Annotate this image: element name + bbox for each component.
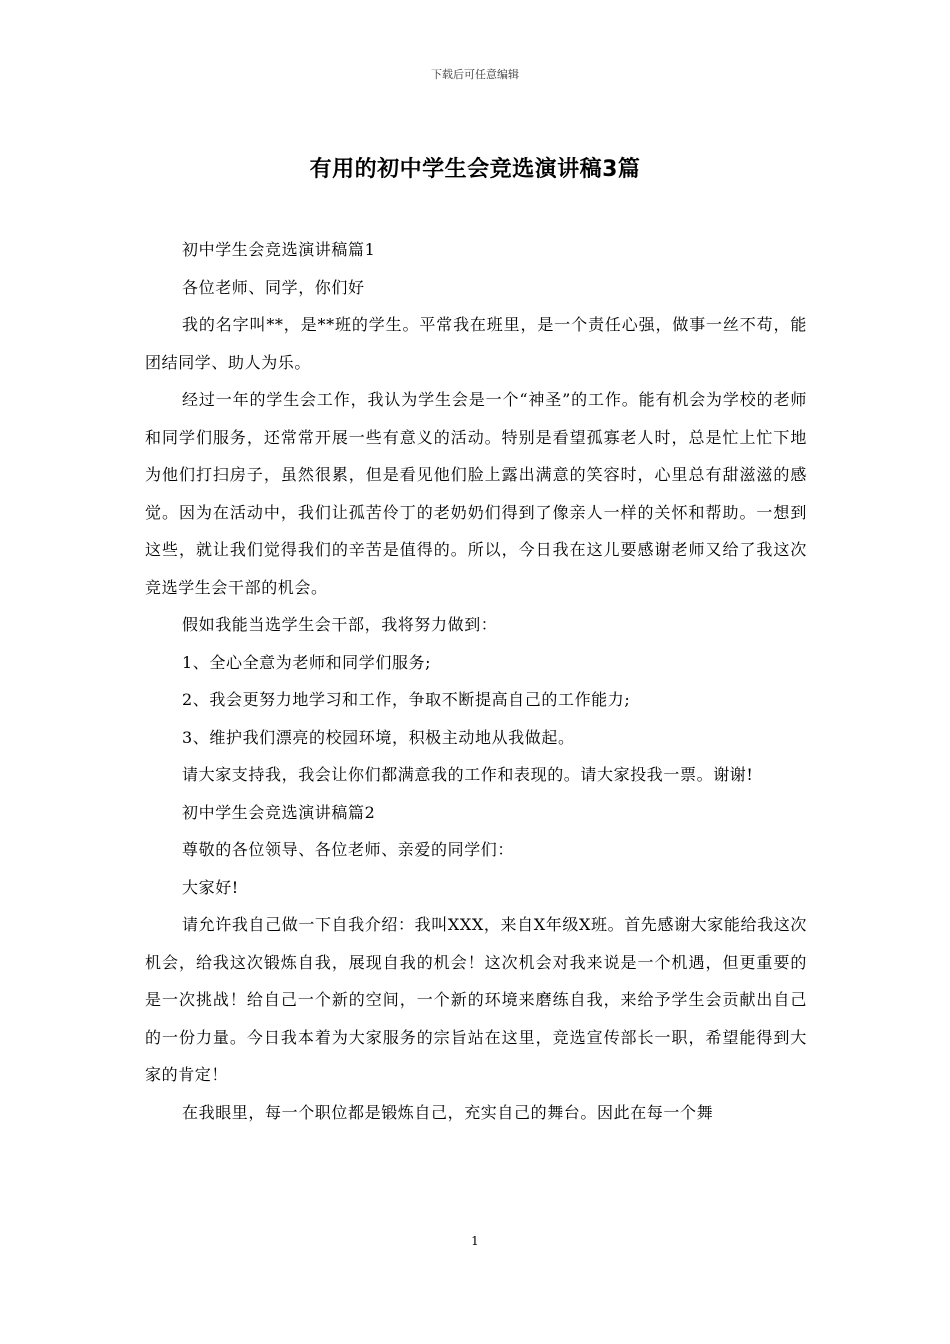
paragraph: 尊敬的各位领导、各位老师、亲爱的同学们：: [182, 840, 515, 859]
header-note: 下载后可任意编辑: [431, 68, 519, 81]
paragraph: 请允许我自己做一下自我介绍：我叫XXX，来自X年级X班。首先感谢大家能给我这次机会，给我这次锻炼自我，展现自我的机会！这次机会对我来说是一个机遇，但更重要的是一次挑战！给自己一个新的空间，一个新的环境来磨练自我，来给予学生会贡献出自己的一份力量。今日我本着为大家服务的宗旨站在这里，竞选宣传部长一职，希望能得到大家的肯定！: [145, 915, 807, 1084]
paragraph: 各位老师、同学，你们好: [182, 277, 365, 297]
list-item: 3、维护我们漂亮的校园环境，积极主动地从我做起。: [182, 727, 575, 747]
section-heading-1: 初中学生会竞选演讲稿篇1: [182, 240, 376, 259]
list-item: 1、全心全意为老师和同学们服务;: [182, 652, 432, 672]
list-item: 2、我会更努力地学习和工作，争取不断提高自己的工作能力;: [182, 690, 631, 709]
document-title: 有用的初中学生会竞选演讲稿3篇: [309, 157, 641, 182]
paragraph: 经过一年的学生会工作，我认为学生会是一个“神圣”的工作。能有机会为学校的老师和同学们服务，还常常开展一些有意义的活动。特别是看望孤寡老人时，总是忙上忙下地为他们打扫房子，虽然很累，但是看见他们脸上露出满意的笑容时，心里总有甜滋滋的感觉。因为在活动中，我们让孤苦伶丁的老奶奶们得到了像亲人一样的关怀和帮助。一想到这些，就让我们觉得我们的辛苦是值得的。所以，今日我在这儿要感谢老师又给了我这次竞选学生会干部的机会。: [145, 390, 807, 597]
section-heading-2: 初中学生会竞选演讲稿篇2: [182, 802, 376, 822]
paragraph: 请大家支持我，我会让你们都满意我的工作和表现的。请大家投我一票。谢谢!: [182, 765, 754, 784]
paragraph: 在我眼里，每一个职位都是锻炼自己，充实自己的舞台。因此在每一个舞: [182, 1102, 714, 1122]
paragraph: 假如我能当选学生会干部，我将努力做到：: [182, 615, 498, 634]
page-number: 1: [471, 1234, 479, 1248]
document-body: [145, 231, 807, 1131]
paragraph: 大家好!: [182, 877, 239, 897]
paragraph: 我的名字叫**，是**班的学生。平常我在班里，是一个责任心强，做事一丝不苟，能团结同学、助人为乐。: [145, 315, 807, 372]
